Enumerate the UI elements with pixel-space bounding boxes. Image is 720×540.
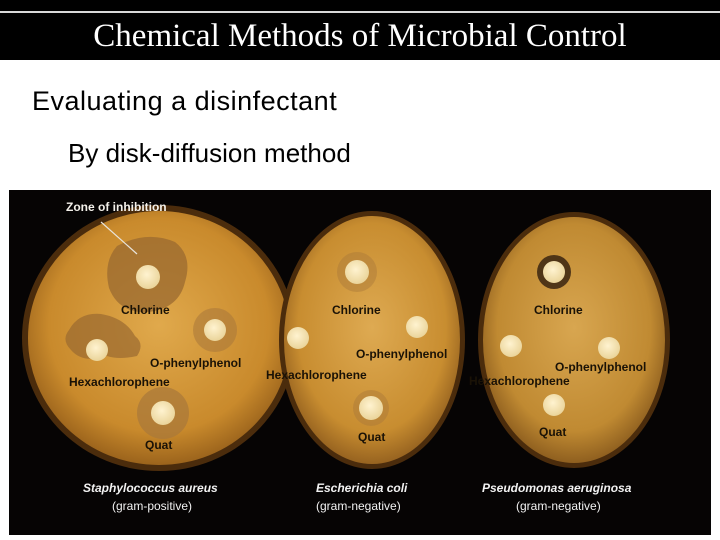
caption-organism-1: Staphylococcus aureus: [83, 481, 218, 495]
label-chlorine-3: Chlorine: [534, 303, 583, 317]
label-quat-2: Quat: [358, 430, 386, 444]
label-ophenylphenol-1: O-phenylphenol: [150, 356, 242, 370]
label-ophenylphenol-2: O-phenylphenol: [356, 347, 448, 361]
disk-hexachlorophene-3: [500, 335, 522, 357]
label-chlorine-1: Chlorine: [121, 303, 170, 317]
disk-quat-1: [151, 401, 175, 425]
caption-gram-1: (gram-positive): [112, 499, 193, 513]
bullet-evaluating: Evaluating a disinfectant: [32, 86, 338, 116]
slide-title: Chemical Methods of Microbial Control: [93, 18, 627, 54]
caption-organism-2: Escherichia coli: [316, 481, 408, 495]
disk-hexachlorophene-1: [86, 339, 108, 361]
label-quat-1: Quat: [145, 438, 173, 452]
disk-quat-3: [543, 394, 565, 416]
disk-chlorine-1: [136, 265, 160, 289]
caption-gram-3: (gram-negative): [516, 499, 601, 513]
disk-chlorine-3: [543, 261, 565, 283]
label-hexachlorophene-3: Hexachlorophene: [469, 374, 570, 388]
petri-dish-illustration: [9, 190, 711, 535]
caption-gram-2: (gram-negative): [316, 499, 401, 513]
disk-hexachlorophene-2: [287, 327, 309, 349]
plate-staphylococcus: [22, 205, 296, 471]
disk-ophenyl-2: [406, 316, 428, 338]
label-hexachlorophene-2: Hexachlorophene: [266, 368, 367, 382]
label-hexachlorophene-1: Hexachlorophene: [69, 375, 170, 389]
plate-pseudomonas: [469, 212, 670, 468]
disk-quat-2: [359, 396, 383, 420]
zone-of-inhibition-label: Zone of inhibition: [66, 200, 167, 214]
label-chlorine-2: Chlorine: [332, 303, 381, 317]
petri-dish-photo: [9, 190, 711, 535]
disk-ophenyl-3: [598, 337, 620, 359]
disk-ophenyl-1: [204, 319, 226, 341]
label-quat-3: Quat: [539, 425, 567, 439]
plate-escherichia: [266, 211, 465, 469]
label-ophenylphenol-3: O-phenylphenol: [555, 360, 647, 374]
disk-chlorine-2: [345, 260, 369, 284]
bullet-disk-diffusion: By disk-diffusion method: [68, 138, 351, 168]
title-top-rule: [0, 11, 720, 13]
caption-organism-3: Pseudomonas aeruginosa: [482, 481, 632, 495]
title-bar: [0, 0, 720, 60]
